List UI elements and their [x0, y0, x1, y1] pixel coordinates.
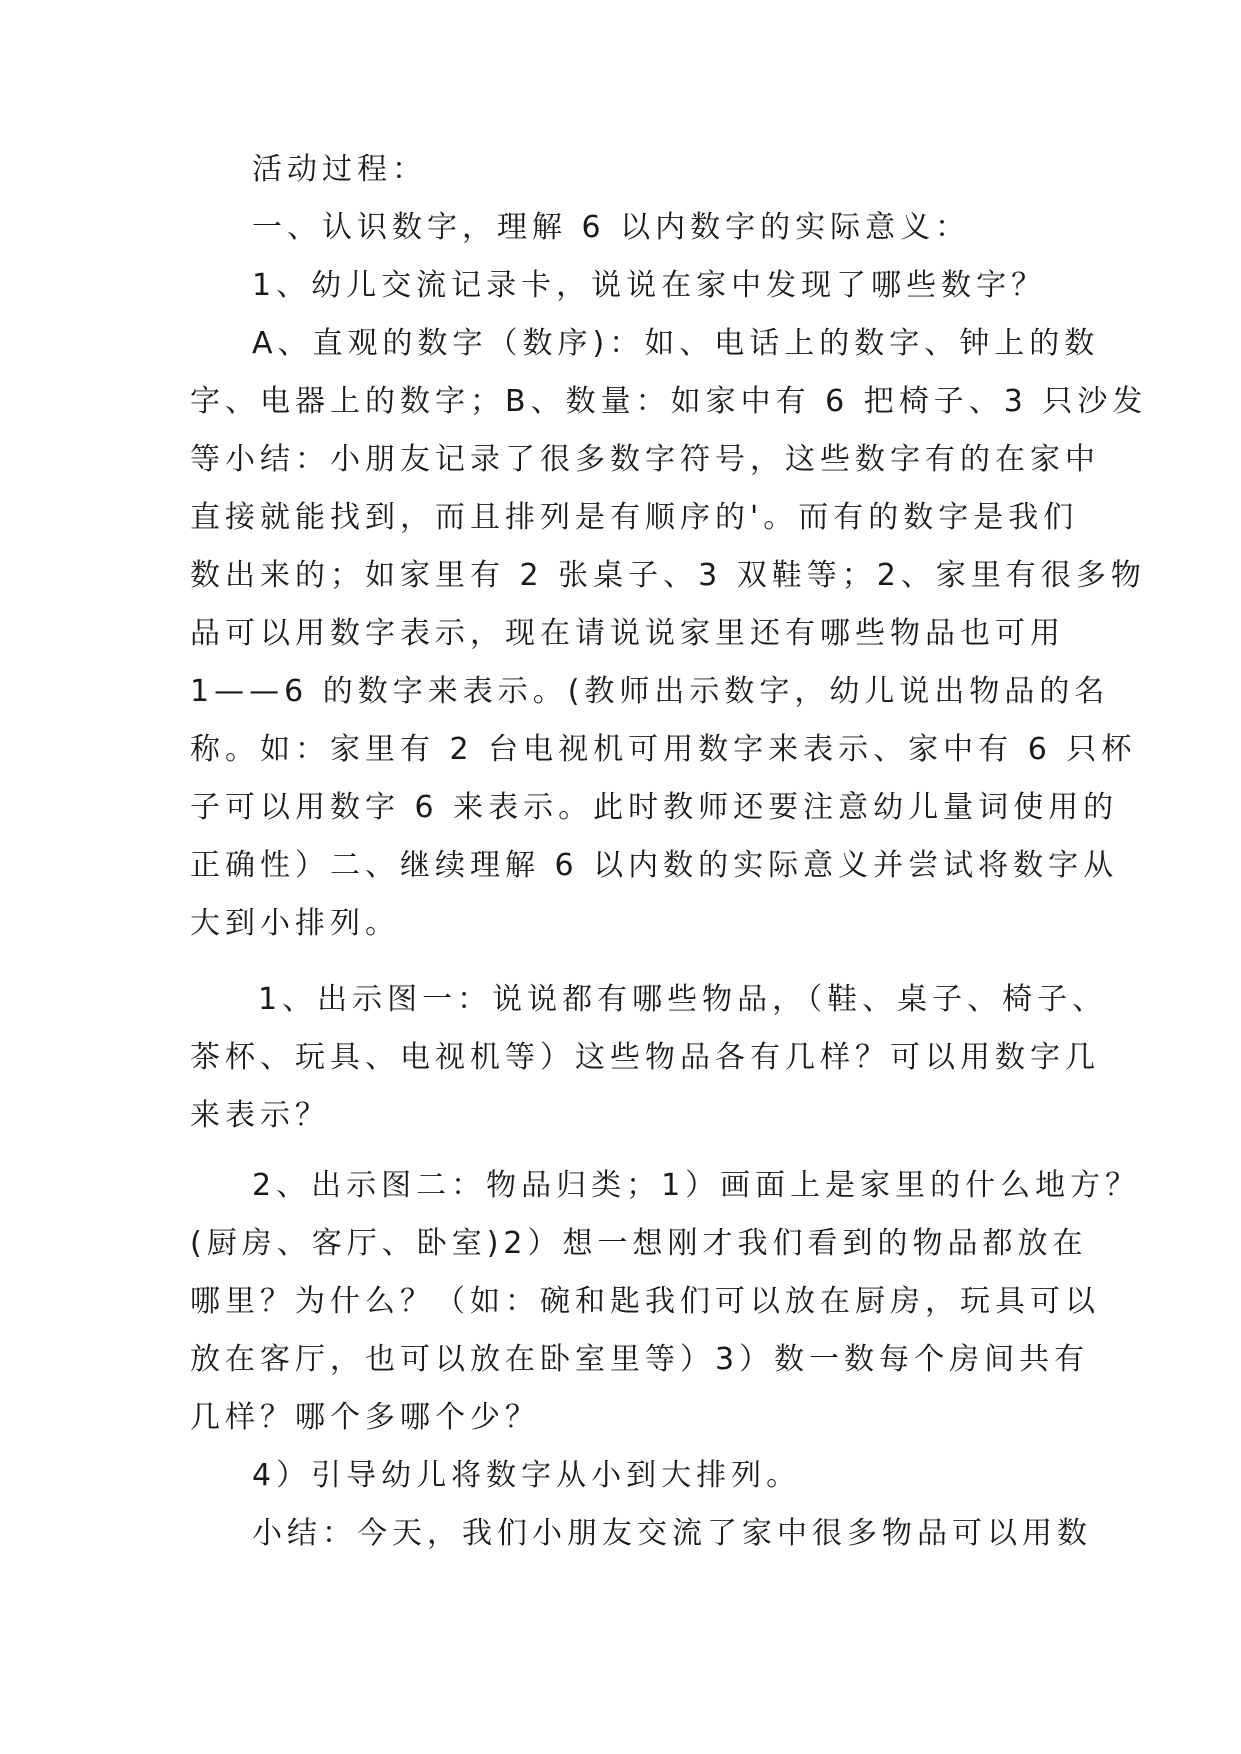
text-line: 直接就能找到，而且排列是有顺序的'。而有的数字是我们 — [190, 500, 1079, 535]
text-line: 数出来的；如家里有 2 张桌子、3 双鞋等；2、家里有很多物 — [190, 558, 1146, 593]
text-line: 品可以用数字表示，现在请说说家里还有哪些物品也可用 — [190, 616, 1065, 651]
text-line: 哪里？为什么？（如：碗和匙我们可以放在厨房，玩具可以 — [190, 1284, 1100, 1319]
text-line: 等小结：小朋友记录了很多数字符号，这些数字有的在家中 — [190, 442, 1100, 477]
text-line: 2、出示图二：物品归类；1）画面上是家里的什么地方？ — [252, 1168, 1141, 1203]
text-line: 1——6 的数字来表示。(教师出示数字，幼儿说出物品的名 — [190, 674, 1110, 709]
text-line: 茶杯、玩具、电视机等）这些物品各有几样？可以用数字几 — [190, 1040, 1100, 1075]
text-line: 正确性）二、继续理解 6 以内数的实际意义并尝试将数字从 — [190, 848, 1119, 883]
text-line: (厨房、客厅、卧室)2）想一想刚才我们看到的物品都放在 — [190, 1226, 1088, 1261]
text-line: 1、出示图一：说说都有哪些物品，（鞋、桌子、椅子、 — [258, 982, 1108, 1017]
text-line: 放在客厅，也可以放在卧室里等）3）数一数每个房间共有 — [190, 1342, 1090, 1377]
text-line: 来表示？ — [190, 1098, 330, 1133]
text-line: 几样？哪个多哪个少？ — [190, 1400, 540, 1435]
text-line: 称。如：家里有 2 台电视机可用数字来表示、家中有 6 只杯 — [190, 732, 1137, 767]
text-line: 小结：今天，我们小朋友交流了家中很多物品可以用数 — [252, 1516, 1092, 1551]
text-line: 活动过程： — [252, 152, 427, 187]
text-line: 4）引导幼儿将数字从小到大排列。 — [252, 1458, 802, 1493]
text-line: 字、电器上的数字；B、数量：如家中有 6 把椅子、3 只沙发 — [190, 384, 1148, 419]
text-line: A、直观的数字（数序)：如、电话上的数字、钟上的数 — [252, 326, 1100, 361]
text-line: 大到小排列。 — [190, 906, 400, 941]
text-line: 子可以用数字 6 来表示。此时教师还要注意幼儿量词使用的 — [190, 790, 1119, 825]
text-line: 1、幼儿交流记录卡，说说在家中发现了哪些数字？ — [252, 268, 1047, 303]
text-line: 一、认识数字，理解 6 以内数字的实际意义： — [252, 210, 971, 245]
